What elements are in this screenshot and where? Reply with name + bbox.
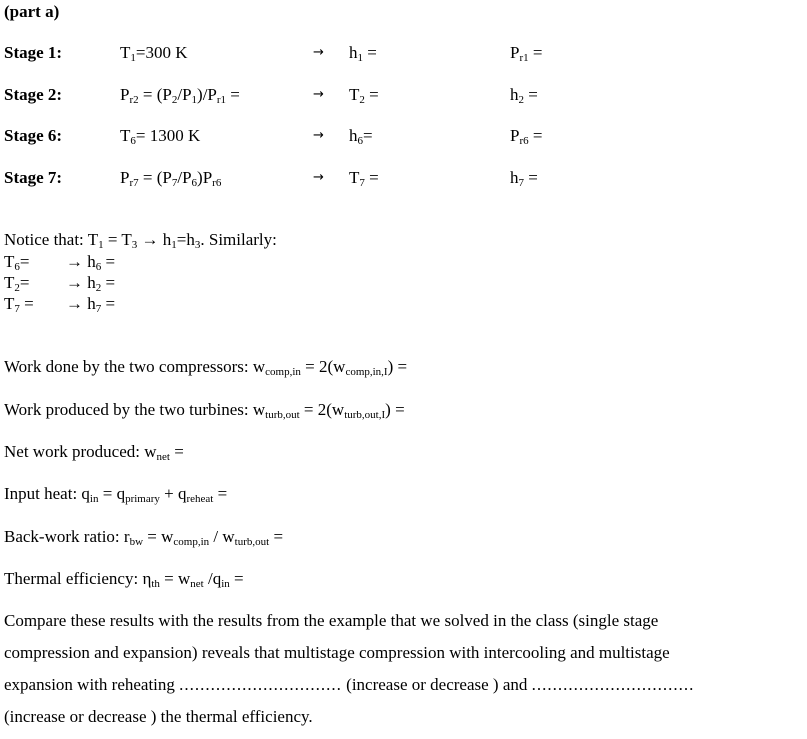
arrow-icon: → [313, 170, 324, 185]
stage-result-1: $h_1$ = [349, 43, 377, 64]
similar-temperature: $T_7$ = [4, 294, 34, 315]
stage-result-1: $h_6=$ [349, 126, 373, 147]
notice-line: Notice that: $T_1 = T_3 \to h_1=h_3$. Similarly: [4, 230, 277, 251]
compare-line-3 [4, 675, 694, 695]
compressor-work-line: Work done by the two compressors: $w_{comp,in} = 2(w_{comp,in,I})$ = [4, 357, 408, 378]
turbine-work-line: Work produced by the two turbines: $w_{turb,out} = 2(w_{turb,out,I})$ = [4, 400, 405, 421]
stage-result-1: $T_2$ = [349, 85, 379, 106]
stage-label: Stage 6: [4, 126, 63, 145]
compare-line-1: Compare these results with the results from the example that we solved in the class (single stage [4, 611, 659, 630]
stage-expression: $P_{r2} = (P_2/P_1)/P_{r1}$ = [120, 85, 240, 106]
stage-expression: $T_6= 1300$ K [120, 126, 201, 147]
stage-result-2: $h_7$ = [510, 168, 538, 189]
part-label: (part a) [4, 2, 60, 21]
blank-increase-decrease-1: ............................... [179, 675, 342, 694]
stage-expression: $P_{r7} = (P_7/P_6)P_{r6}$ [120, 168, 222, 189]
compare-line-3a: expansion with reheating [4, 675, 175, 694]
similar-enthalpy: → $h_6$ = [66, 252, 116, 273]
blank-increase-decrease-2: ............................... [531, 675, 695, 694]
input-heat-line: Input heat: $q_{in} = q_{primary} + q_{reheat}$ = [4, 484, 228, 505]
similar-temperature: $T_6=$ [4, 252, 30, 273]
arrow-icon: → [313, 128, 324, 143]
back-work-ratio-line: Back-work ratio: $r_{bw} = w_{comp,in} / w_{turb,out}$ = [4, 527, 284, 548]
stage-expression: $T_1=300$ K [120, 43, 188, 64]
stage-result-2: $h_2$ = [510, 85, 538, 106]
stage-result-2: $P_{r6}$ = [510, 126, 543, 147]
stage-result-1: $T_7$ = [349, 168, 379, 189]
compare-line-4: (increase or decrease ) the thermal efficiency. [4, 707, 313, 726]
net-work-line: Net work produced: $w_{net}$ = [4, 442, 184, 463]
stage-label: Stage 2: [4, 85, 63, 104]
similar-enthalpy: → $h_7$ = [66, 294, 116, 315]
stage-label: Stage 1: [4, 43, 63, 62]
similar-enthalpy: → $h_2$ = [66, 273, 116, 294]
compare-line-2: compression and expansion) reveals that multistage compression with intercooling and multistage [4, 643, 670, 662]
arrow-icon: → [313, 45, 324, 60]
stage-result-2: $P_{r1}$ = [510, 43, 543, 64]
similar-temperature: $T_2=$ [4, 273, 30, 294]
compare-line-3b: (increase or decrease ) and [346, 675, 528, 694]
thermal-efficiency-line: Thermal efficiency: $\eta_{th} = w_{net}$ $/q_{in}$ = [4, 569, 244, 590]
stage-label: Stage 7: [4, 168, 63, 187]
arrow-icon: → [313, 87, 324, 102]
